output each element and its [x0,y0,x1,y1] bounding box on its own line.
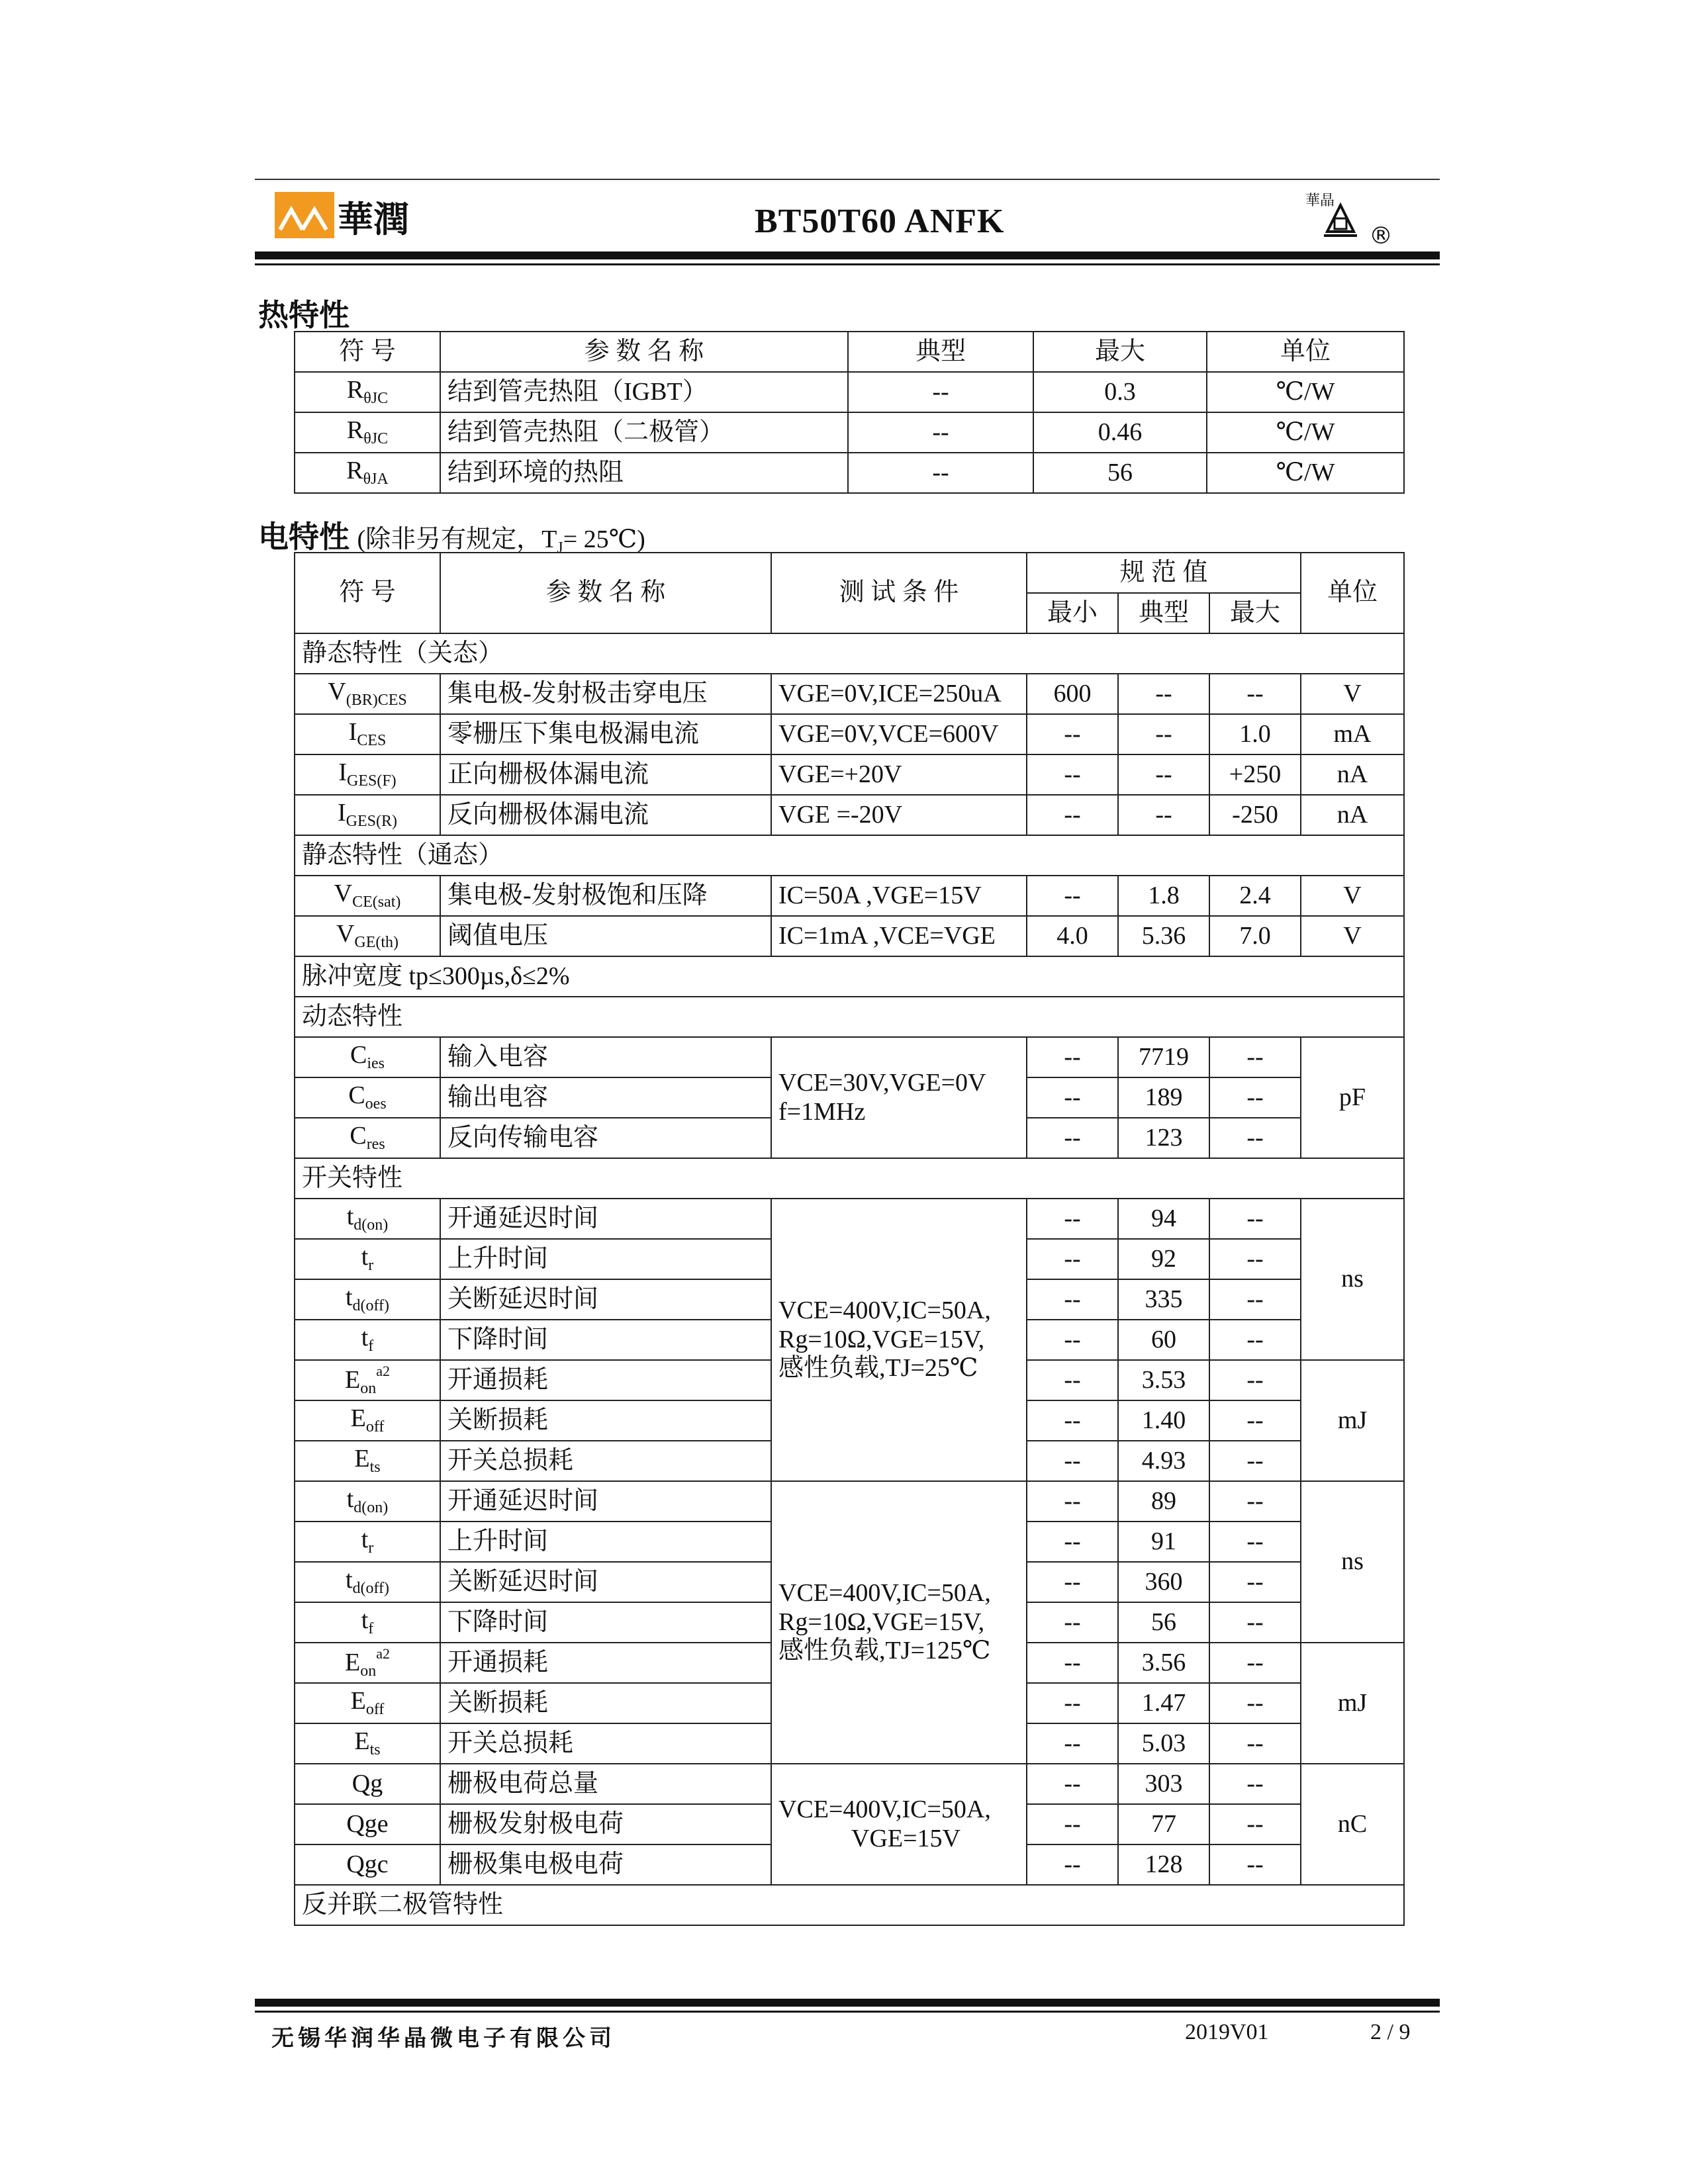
col-param: 参 数 名 称 [440,332,848,372]
min-value: -- [1027,795,1118,835]
param-name: 上升时间 [440,1522,771,1562]
param-name: 开通损耗 [440,1360,771,1400]
symbol: $E_{ts}$ [295,1441,440,1481]
unit: nA [1301,795,1404,835]
col-typ: 典型 [848,332,1033,372]
param-name: 正向栅极体漏电流 [440,754,771,795]
min-value: -- [1027,1522,1118,1562]
max-value: -- [1209,1723,1301,1764]
unit: mJ [1301,1360,1404,1481]
min-value: -- [1027,1037,1118,1077]
min-value: -- [1027,1199,1118,1239]
max-value: -- [1209,1562,1301,1602]
param-name: 关断延迟时间 [440,1562,771,1602]
unit: V [1301,876,1404,916]
symbol: Qge [295,1804,440,1844]
min-value: 600 [1027,674,1118,714]
max-value: -- [1209,1279,1301,1320]
typ-value: 3.53 [1118,1360,1209,1400]
max-value: -- [1209,1118,1301,1158]
param-name: 结到管壳热阻（二极管） [440,412,848,453]
min-value: -- [1027,1239,1118,1279]
col-symbol: 符 号 [295,332,440,372]
param-name: 下降时间 [440,1320,771,1360]
param-name: 关断延迟时间 [440,1279,771,1320]
max-value: -- [1209,1441,1301,1481]
unit: ℃/W [1207,412,1404,453]
typ-value: 335 [1118,1279,1209,1320]
max-value: -- [1209,1037,1301,1077]
param-name: 反向栅极体漏电流 [440,795,771,835]
table-row [295,1199,1404,1239]
typ-value: 3.56 [1118,1643,1209,1683]
electrical-header-row [295,553,1404,593]
min-value: -- [1027,876,1118,916]
symbol: $t_f$ [295,1320,440,1360]
min-value: -- [1027,1441,1118,1481]
footer-version: 2019V01 [1185,2020,1269,2044]
test-condition: VCE=30V,VGE=0V f=1MHz [771,1037,1027,1158]
unit: V [1301,916,1404,956]
table-row [295,714,1404,754]
typ-value: 56 [1118,1602,1209,1643]
table-row [295,453,1404,493]
param-name: 下降时间 [440,1602,771,1643]
table-row [295,916,1404,956]
typ-value: 360 [1118,1562,1209,1602]
max-value: -- [1209,1602,1301,1643]
brand-mark-text: 華晶 [1305,193,1335,209]
header-bar [255,251,1440,259]
company-logo [275,180,414,246]
symbol: $I_{GES(R)}$ [295,795,440,835]
table-row [295,1481,1404,1522]
unit: ns [1301,1199,1404,1360]
param-name: 关断损耗 [440,1683,771,1723]
typ-value: -- [1118,795,1209,835]
symbol: $E_{on}^{a2}$ [295,1643,440,1683]
typ-value: 4.93 [1118,1441,1209,1481]
max-value: -- [1209,674,1301,714]
max-value: -- [1209,1199,1301,1239]
symbol: $t_{d(on)}$ [295,1199,440,1239]
unit: mJ [1301,1643,1404,1764]
footer-page-number: 2 / 9 [1370,2020,1411,2044]
col-param: 参 数 名 称 [440,553,771,633]
header-bar-thin [255,263,1440,265]
max-value: 7.0 [1209,916,1301,956]
unit: mA [1301,714,1404,754]
param-name: 开关总损耗 [440,1723,771,1764]
typ-value: 1.40 [1118,1400,1209,1441]
symbol: Qg [295,1764,440,1804]
param-name: 上升时间 [440,1239,771,1279]
typ-value: -- [848,453,1033,493]
min-value: -- [1027,714,1118,754]
test-condition: IC=1mA ,VCE=VGE [771,916,1027,956]
test-condition: VGE=0V,ICE=250uA [771,674,1027,714]
min-value: -- [1027,1562,1118,1602]
table-row [295,754,1404,795]
symbol: $V_{CE(sat)}$ [295,876,440,916]
test-condition: IC=50A ,VGE=15V [771,876,1027,916]
registered-mark: ® [1369,222,1393,250]
col-max: 最大 [1209,593,1301,633]
col-max: 最大 [1033,332,1207,372]
symbol: $C_{oes}$ [295,1077,440,1118]
min-value: -- [1027,1643,1118,1683]
symbol: $t_{d(off)}$ [295,1279,440,1320]
unit: ns [1301,1481,1404,1643]
max-value: -- [1209,1522,1301,1562]
document-title: BT50T60 ANFK [755,203,1005,240]
table-row [295,674,1404,714]
max-value: -- [1209,1320,1301,1360]
typ-value: -- [1118,714,1209,754]
min-value: 4.0 [1027,916,1118,956]
group-diode: 反并联二极管特性 [295,1885,1404,1925]
col-condition: 测 试 条 件 [771,553,1027,633]
symbol: $t_r$ [295,1239,440,1279]
param-name: 输出电容 [440,1077,771,1118]
param-name: 开通延迟时间 [440,1481,771,1522]
param-name: 栅极发射极电荷 [440,1804,771,1844]
col-min: 最小 [1027,593,1118,633]
unit: ℃/W [1207,453,1404,493]
footer-bar [255,1999,1440,2007]
test-condition: VGE=+20V [771,754,1027,795]
table-row [295,1037,1404,1077]
col-unit: 单位 [1301,553,1404,633]
test-condition: VGE =-20V [771,795,1027,835]
typ-value: -- [1118,674,1209,714]
typ-value: 189 [1118,1077,1209,1118]
electrical-table [294,552,1405,1926]
electrical-note: (除非另有规定，$T_J=$ 25℃) [357,525,645,557]
param-name: 结到环境的热阻 [440,453,848,493]
param-name: 关断损耗 [440,1400,771,1441]
param-name: 集电极-发射极饱和压降 [440,876,771,916]
max-value: 56 [1033,453,1207,493]
max-value: -- [1209,1400,1301,1441]
col-symbol: 符 号 [295,553,440,633]
symbol: $I_{GES(F)}$ [295,754,440,795]
typ-value: -- [1118,754,1209,795]
symbol: $t_f$ [295,1602,440,1643]
param-name: 集电极-发射极击穿电压 [440,674,771,714]
col-typ: 典型 [1118,593,1209,633]
typ-value: 1.47 [1118,1683,1209,1723]
thermal-header-row [295,332,1404,372]
group-static-off: 静态特性（关态） [295,633,1404,674]
group-dynamic: 动态特性 [295,997,1404,1037]
typ-value: 303 [1118,1764,1209,1804]
thermal-table [294,331,1405,494]
test-condition: VGE=0V,VCE=600V [771,714,1027,754]
typ-value: 94 [1118,1199,1209,1239]
param-name: 栅极电荷总量 [440,1764,771,1804]
typ-value: 123 [1118,1118,1209,1158]
table-row [295,372,1404,412]
min-value: -- [1027,1683,1118,1723]
typ-value: 7719 [1118,1037,1209,1077]
test-condition: VCE=400V,IC=50A, Rg=10Ω,VGE=15V, 感性负载,TJ=25℃ [771,1199,1027,1481]
max-value: +250 [1209,754,1301,795]
max-value: -- [1209,1481,1301,1522]
brand-mark-logo [1304,185,1410,251]
symbol: $E_{off}$ [295,1683,440,1723]
typ-value: 77 [1118,1804,1209,1844]
symbol: $R_{\theta JA}$ [295,453,440,493]
typ-value: 128 [1118,1844,1209,1885]
max-value: -- [1209,1077,1301,1118]
min-value: -- [1027,1844,1118,1885]
max-value: -- [1209,1643,1301,1683]
table-row [295,1764,1404,1804]
logo-text: 華潤 [338,199,409,240]
max-value: 0.3 [1033,372,1207,412]
typ-value: 60 [1118,1320,1209,1360]
param-name: 输入电容 [440,1037,771,1077]
group-pulse-note: 脉冲宽度 tp≤300µs,δ≤2% [295,956,1404,997]
symbol: $C_{ies}$ [295,1037,440,1077]
symbol: $t_{d(on)}$ [295,1481,440,1522]
symbol: $C_{res}$ [295,1118,440,1158]
min-value: -- [1027,754,1118,795]
param-name: 反向传输电容 [440,1118,771,1158]
min-value: -- [1027,1602,1118,1643]
min-value: -- [1027,1118,1118,1158]
max-value: -- [1209,1683,1301,1723]
typ-value: -- [848,412,1033,453]
typ-value: -- [848,372,1033,412]
typ-value: 91 [1118,1522,1209,1562]
min-value: -- [1027,1077,1118,1118]
unit: pF [1301,1037,1404,1158]
min-value: -- [1027,1320,1118,1360]
max-value: -- [1209,1804,1301,1844]
min-value: -- [1027,1804,1118,1844]
min-value: -- [1027,1360,1118,1400]
typ-value: 5.03 [1118,1723,1209,1764]
max-value: 2.4 [1209,876,1301,916]
max-value: 1.0 [1209,714,1301,754]
test-condition: VCE=400V,IC=50A, VGE=15V [771,1764,1027,1885]
max-value: -- [1209,1360,1301,1400]
test-condition: VCE=400V,IC=50A, Rg=10Ω,VGE=15V, 感性负载,TJ=125℃ [771,1481,1027,1764]
symbol: $E_{on}^{a2}$ [295,1360,440,1400]
min-value: -- [1027,1764,1118,1804]
max-value: 0.46 [1033,412,1207,453]
min-value: -- [1027,1723,1118,1764]
symbol: $R_{\theta JC}$ [295,372,440,412]
table-row [295,876,1404,916]
table-row [295,412,1404,453]
max-value: -- [1209,1764,1301,1804]
unit: nC [1301,1764,1404,1885]
symbol: $E_{off}$ [295,1400,440,1441]
symbol: $t_r$ [295,1522,440,1562]
symbol: $t_{d(off)}$ [295,1562,440,1602]
min-value: -- [1027,1279,1118,1320]
min-value: -- [1027,1400,1118,1441]
unit: ℃/W [1207,372,1404,412]
max-value: -250 [1209,795,1301,835]
param-name: 阈值电压 [440,916,771,956]
header-rule [255,179,1440,180]
symbol: $I_{CES}$ [295,714,440,754]
min-value: -- [1027,1481,1118,1522]
col-unit: 单位 [1207,332,1404,372]
symbol: $R_{\theta JC}$ [295,412,440,453]
typ-value: 1.8 [1118,876,1209,916]
group-static-on: 静态特性（通态） [295,835,1404,876]
param-name: 开关总损耗 [440,1441,771,1481]
param-name: 零栅压下集电极漏电流 [440,714,771,754]
typ-value: 92 [1118,1239,1209,1279]
param-name: 开通延迟时间 [440,1199,771,1239]
param-name: 结到管壳热阻（IGBT） [440,372,848,412]
symbol: $E_{ts}$ [295,1723,440,1764]
footer-bar-thin [255,2011,1440,2013]
max-value: -- [1209,1844,1301,1885]
typ-value: 89 [1118,1481,1209,1522]
max-value: -- [1209,1239,1301,1279]
symbol: Qgc [295,1844,440,1885]
symbol: $V_{(BR)CES}$ [295,674,440,714]
unit: V [1301,674,1404,714]
param-name: 栅极集电极电荷 [440,1844,771,1885]
group-switching: 开关特性 [295,1158,1404,1199]
unit: nA [1301,754,1404,795]
electrical-heading: 电特性 (除非另有规定，$T_J=$ 25℃) [258,520,645,557]
table-row [295,795,1404,835]
col-spec: 规 范 值 [1027,553,1301,593]
footer-company: 无锡华润华晶微电子有限公司 [271,2026,616,2051]
param-name: 开通损耗 [440,1643,771,1683]
typ-value: 5.36 [1118,916,1209,956]
thermal-heading: 热特性 [258,298,350,332]
symbol: $V_{GE(th)}$ [295,916,440,956]
